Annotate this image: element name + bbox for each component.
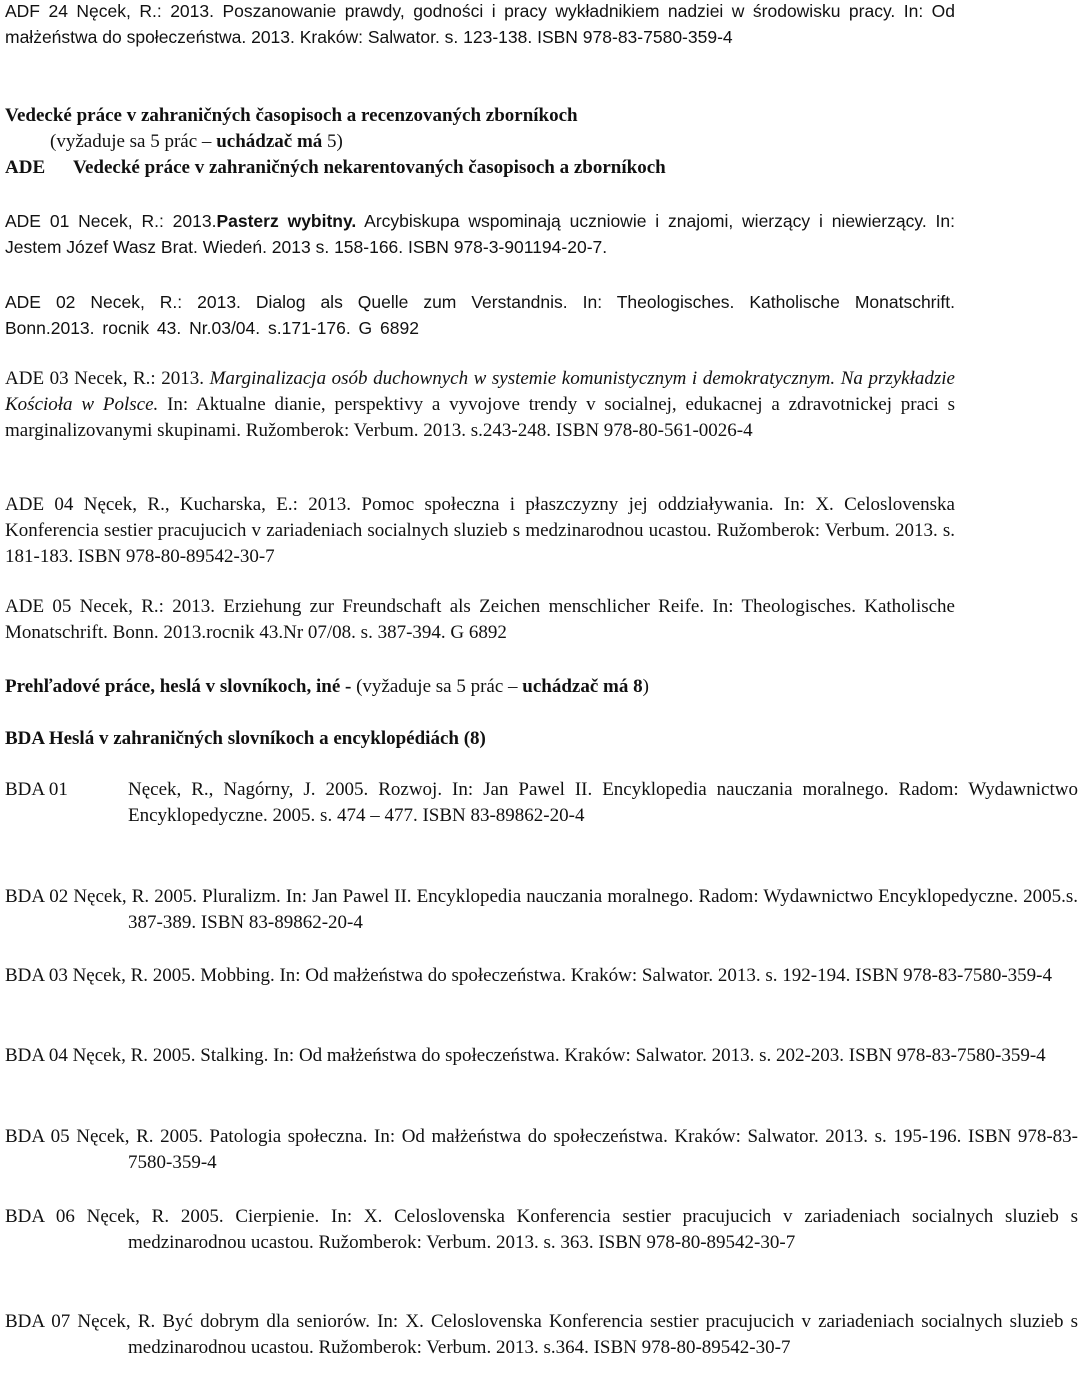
bda-03-entry: BDA 03 Nęcek, R. 2005. Mobbing. In: Od małżeństwa do społeczeństwa. Kraków: Salwator. 2013. s. 192-194. ISBN 978-83-7580-359-4 xyxy=(5,965,1052,986)
entry-code: ADF 24 xyxy=(5,1,68,21)
ade-heading-title: Vedecké práce v zahraničných nekarentovaných časopisoch a zborníkoch xyxy=(73,157,666,178)
bda-06-entry: BDA 06 Nęcek, R. 2005. Cierpienie. In: X. Celoslovenska Konferencia sestier pracujucich v zariadeniach socialnych sluzieb s medzinarodnou ucastou. Ružomberok: Verbum. 2013. s. 363. ISBN 978-80-89542-30-7 xyxy=(5,1206,1078,1253)
section-note-foreign-works: (vyžaduje sa 5 prác – uchádzač má 5) xyxy=(50,131,343,152)
bda-05-entry: BDA 05 Nęcek, R. 2005. Patologia społeczna. In: Od małżeństwa do społeczeństwa. Kraków: Salwator. 2013. s. 195-196. ISBN 978-83-7580-359-4 xyxy=(5,1126,1078,1173)
ade-03-entry: ADE 03 Necek, R.: 2013. Marginalizacja osób duchownych w systemie komunistycznym i demokratycznym. Na przykładzie Kościoła w Polsce. In: Aktualne dianie, perspektivy a vyvojove trendy v socialnej, edukacnej a zdravotnickej praci s marginalizovanymi skupinami. Ružomberok: Verbum. 2013. s.243-248. ISBN 978-80-561-0026-4 xyxy=(5,368,955,441)
ade-heading xyxy=(5,155,955,181)
ade-01-entry: ADE 01 Necek, R.: 2013.Pasterz wybitny. Arcybiskupa wspominają uczniowie i znajomi, wierzący i niewierzący. In: Jestem Józef Wasz Brat. Wiedeń. 2013 s. 158-166. ISBN 978-3-901194-20-7. xyxy=(5,211,955,257)
section-title-review-works: Prehľadové práce, heslá v slovníkoch, iné - (vyžaduje sa 5 prác – uchádzač má 8) xyxy=(5,676,649,697)
bda-04-entry: BDA 04 Nęcek, R. 2005. Stalking. In: Od małżeństwa do społeczeństwa. Kraków: Salwator. 2013. s. 202-203. ISBN 978-83-7580-359-4 xyxy=(5,1045,1046,1066)
bda-01-entry: BDA 01 Nęcek, R., Nagórny, J. 2005. Rozwoj. In: Jan Pawel II. Encyklopedia nauczania moralnego. Radom: Wydawnictwo Encyklopedyczne. 2005. s. 474 – 477. ISBN 83-89862-20-4 xyxy=(5,779,1078,826)
entry-text: Nęcek, R.: 2013. Poszanowanie prawdy, godności i pracy wykładnikiem nadziei w środowisku pracy. In: Od małżeństwa do społeczeństwa. 2013. Kraków: Salwator. s. 123-138. ISBN 978-83-7580-359-4 xyxy=(5,1,955,47)
ade-heading-code: ADE xyxy=(5,157,46,178)
ade-04-entry: ADE 04 Nęcek, R., Kucharska, E.: 2013. Pomoc społeczna i płaszczyzny jej oddziaływania. In: X. Celoslovenska Konferencia sestier pracujucich v zariadeniach socialnych sluzieb s medzinarodnou ucastou. Ružomberok: Verbum. 2013. s. 181-183. ISBN 978-80-89542-30-7 xyxy=(5,494,955,567)
bda-heading: BDA Heslá v zahraničných slovníkoch a encyklopédiách (8) xyxy=(5,728,486,749)
ade-05-entry: ADE 05 Necek, R.: 2013. Erziehung zur Freundschaft als Zeichen menschlicher Reife. In: Theologisches. Katholische Monatschrift. Bonn. 2013.rocnik 43.Nr 07/08. s. 387-394. G 6892 xyxy=(5,596,955,643)
bda-02-entry: BDA 02 Nęcek, R. 2005. Pluralizm. In: Jan Pawel II. Encyklopedia nauczania moralnego. Radom: Wydawnictwo Encyklopedyczne. 2005.s. 387-389. ISBN 83-89862-20-4 xyxy=(5,886,1078,933)
section-title-foreign-works: Vedecké práce v zahraničných časopisoch a recenzovaných zborníkoch xyxy=(5,105,578,126)
bda-07-entry: BDA 07 Nęcek, R. Być dobrym dla seniorów. In: X. Celoslovenska Konferencia sestier pracujucich v zariadeniach socialnych sluzieb s medzinarodnou ucastou. Ružomberok: Verbum. 2013. s.364. ISBN 978-80-89542-30-7 xyxy=(5,1311,1078,1358)
ade-02-entry: ADE 02 Necek, R.: 2013. Dialog als Quelle zum Verstandnis. In: Theologisches. Katholische Monatschrift. Bonn.2013. rocnik 43. Nr.03/04. s.171-176. G 6892 xyxy=(5,292,955,338)
adf-24-entry xyxy=(5,0,955,50)
